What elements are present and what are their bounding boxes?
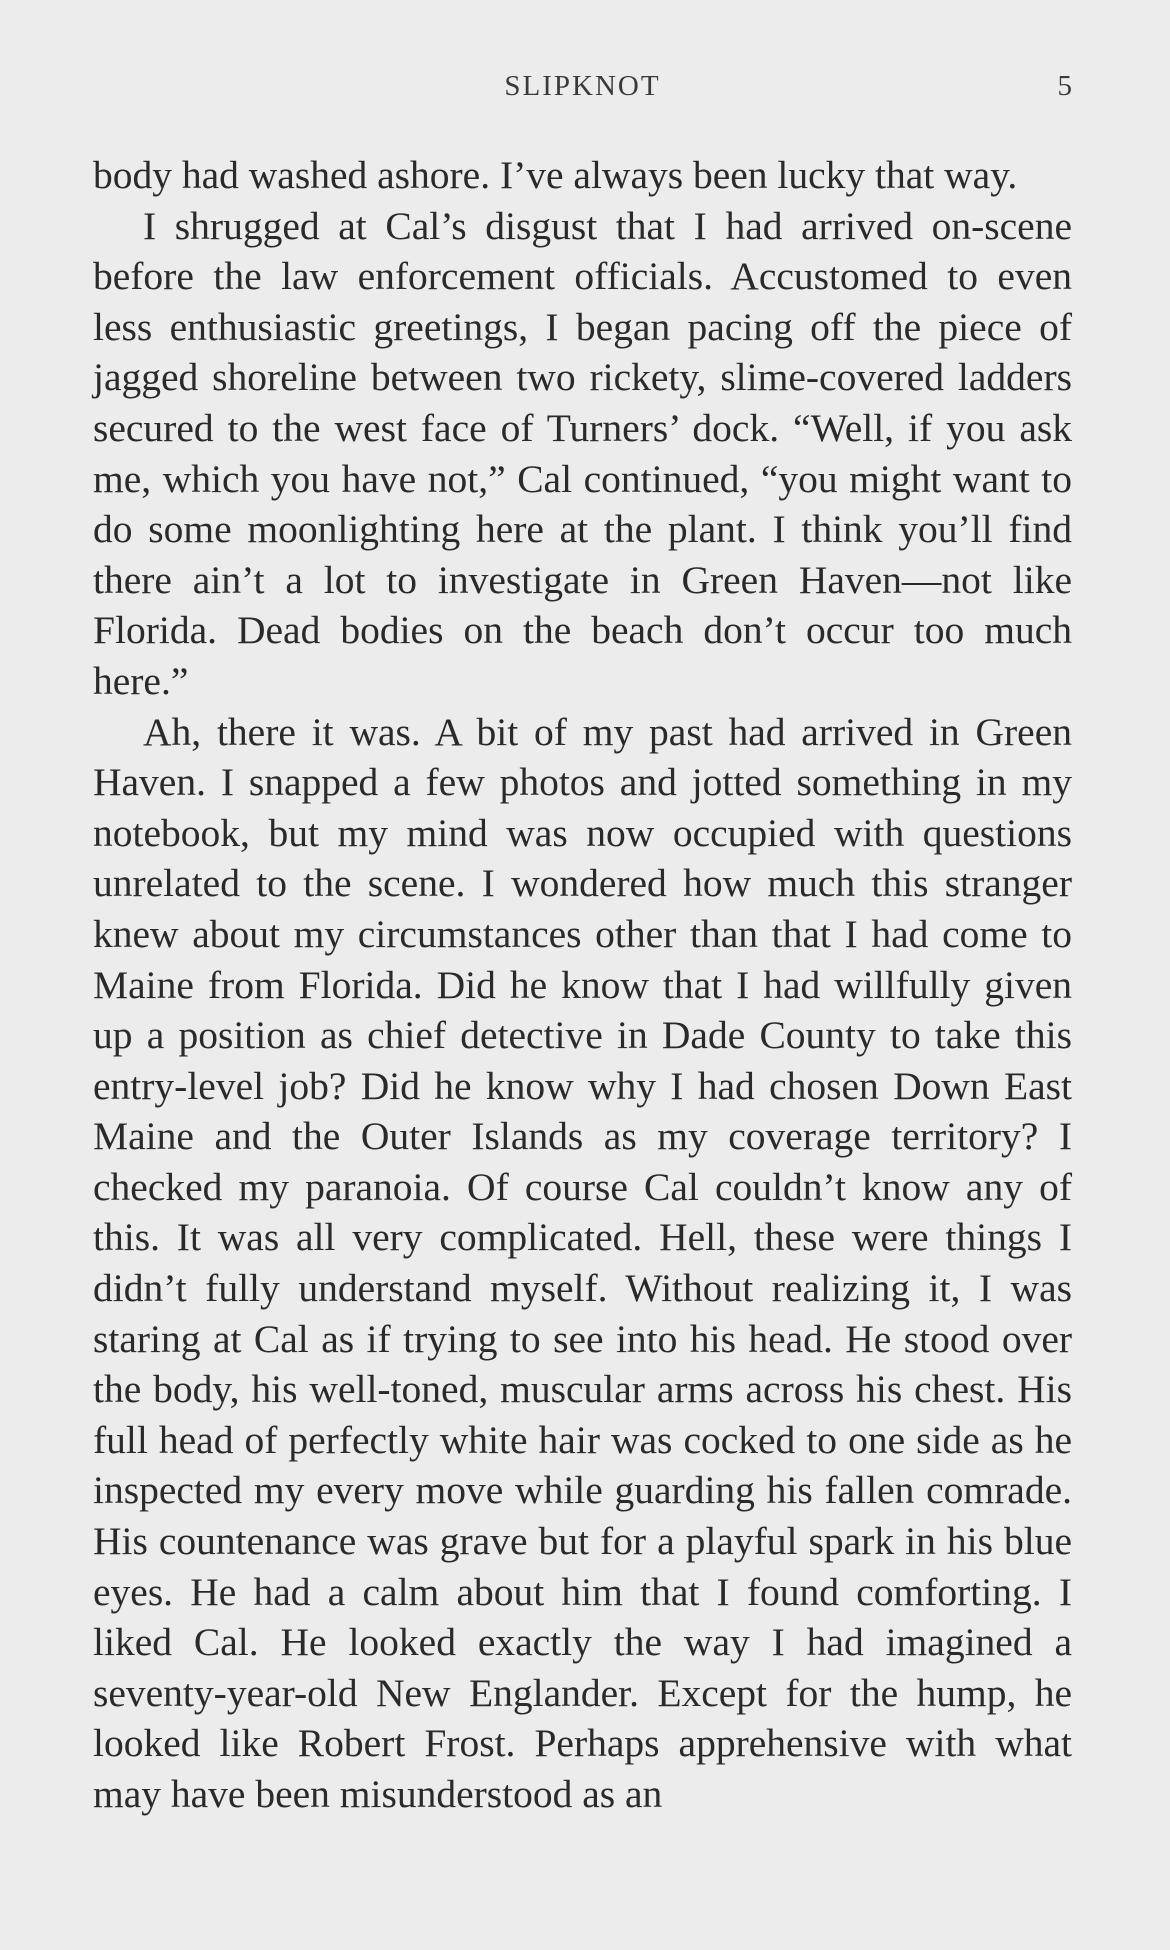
page-header bbox=[93, 68, 1072, 112]
paragraph: I shrugged at Cal’s disgust that I had arrived on-scene before the law enforcement officials. Accustomed to even less enthusiastic greetings, I began pacing off the piece of jagged shoreline between two rickety, slime-covered ladders secured to the west face of Turners’ dock. “Well, if you ask me, which you have not,” Cal continued, “you might want to do some moonlighting here at the plant. I think you’ll find there ain’t a lot to investigate in Green Haven—not like Florida. Dead bodies on the beach don’t occur too much here.” bbox=[93, 203, 1072, 703]
page-number: 5 bbox=[1057, 70, 1072, 102]
paragraph-continued: body had washed ashore. I’ve always been lucky that way. bbox=[93, 153, 1018, 197]
running-head: SLIPKNOT bbox=[504, 70, 661, 102]
paragraph: Ah, there it was. A bit of my past had arrived in Green Haven. I snapped a few photos and jotted something in my notebook, but my mind was now occupied with questions unrelated to the scene. I wondered how much this stranger knew about my circumstances other than that I had come to Maine from Florida. Did he know that I had willfully given up a position as chief detective in Dade County to take this entry-level job? Did he know why I had chosen Down East Maine and the Outer Islands as my coverage territory? I checked my paranoia. Of course Cal couldn’t know any of this. It was all very complicated. Hell, these were things I didn’t fully understand myself. Without realizing it, I was staring at Cal as if trying to see into his head. He stood over the body, his well-toned, muscular arms across his chest. His full head of perfectly white hair was cocked to one side as he inspected my every move while guarding his fallen comrade. His countenance was grave but for a playful spark in his blue eyes. He had a calm about him that I found comforting. I liked Cal. He looked exactly the way I had imagined a seventy-year-old New Englander. Except for the hump, he looked like Robert Frost. Perhaps apprehensive with what may have been misunderstood as an bbox=[93, 709, 1072, 1816]
body-text bbox=[93, 150, 1072, 1820]
